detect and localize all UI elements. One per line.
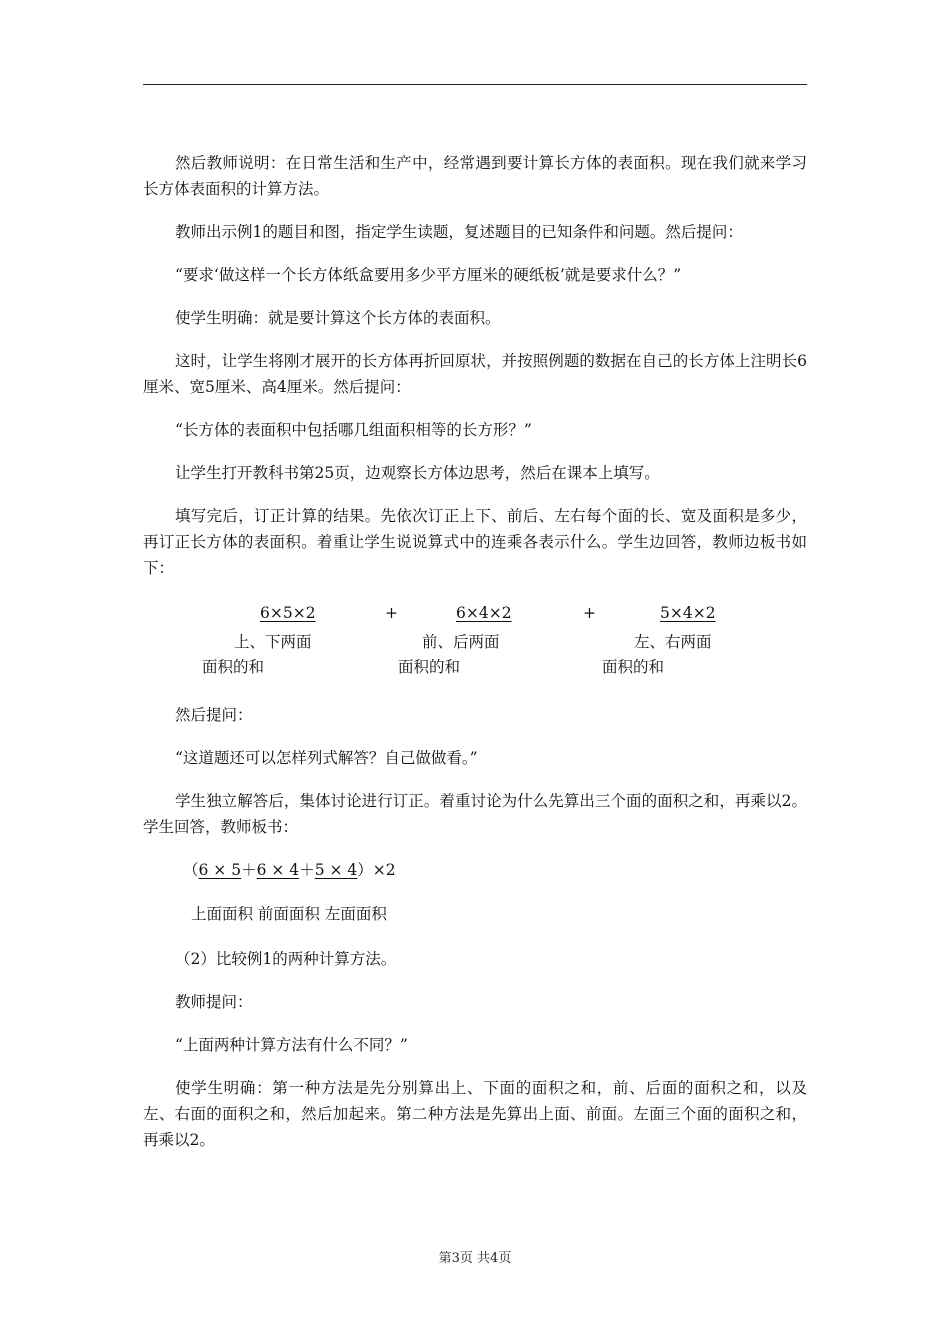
board-plus-1: + [385,604,398,622]
paragraph: 教师提问： [175,993,253,1011]
board-formula [143,857,807,883]
board-label-3-line1: 左、右两面 [634,633,712,651]
paragraph: 教师出示例1的题目和图，指定学生读题，复述题目的已知条件和问题。然后提问： [175,223,743,241]
paragraph: （2）比较例1的两种计算方法。 [175,950,397,968]
paragraph: 然后教师说明：在日常生活和生产中，经常遇到要计算长方体的表面积。现在我们就来学习长方体表面积的计算方法。 [143,154,807,198]
header-rule [143,84,807,85]
board-expression-3: 5×4×2 [660,604,716,622]
quote-paragraph: “要求‘做这样一个长方体纸盒要用多少平方厘米的硬纸板’就是要求什么？” [175,266,682,284]
board-expression-1: 6×5×2 [260,604,316,622]
formula-open: （ [183,861,199,879]
quote-paragraph: “上面两种计算方法有什么不同？” [175,1036,408,1054]
formula-op-2: ＋ [299,861,315,879]
board-expression-2: 6×4×2 [456,604,512,622]
formula-op-1: ＋ [241,861,257,879]
paragraph: 使学生明确：第一种方法是先分别算出上、下面的面积之和，前、后面的面积之和，以及左、右面的面积之和，然后加起来。第二种方法是先算出上面、前面。左面三个面的面积之和，再乘以2。 [143,1079,807,1149]
board-label-1-line2: 面积的和 [202,658,265,676]
quote-paragraph: “长方体的表面积中包括哪几组面积相等的长方形？” [175,421,532,439]
page-footer: 第3页 共4页 [438,1251,512,1266]
paragraph: 然后提问： [175,706,253,724]
formula-close: ）×2 [357,861,396,879]
formula-term-2: 6 × 4 [256,861,300,879]
board-label-1-line1: 上、下两面 [234,633,312,651]
formula-term-3: 5 × 4 [314,861,358,879]
board-label-2-line1: 前、后两面 [422,633,500,651]
formula-term-1: 6 × 5 [198,861,242,879]
paragraph: 填写完后，订正计算的结果。先依次订正上下、前后、左右每个面的长、宽及面积是多少，再订正长方体的表面积。着重让学生说说算式中的连乘各表示什么。学生边回答，教师边板书如下： [143,507,807,577]
board-plus-2: + [583,604,596,622]
quote-paragraph: “这道题还可以怎样列式解答？自己做做看。” [175,749,478,767]
board-label-3-line2: 面积的和 [602,658,665,676]
paragraph: 这时，让学生将刚才展开的长方体再折回原状，并按照例题的数据在自己的长方体上注明长6厘米、宽5厘米、高4厘米。然后提问： [143,352,807,396]
document-body [143,150,807,1170]
formula-labels: 上面面积 前面面积 左面面积 [191,905,387,923]
paragraph: 让学生打开教科书第25页，边观察长方体边思考，然后在课本上填写。 [175,464,660,482]
blackboard-expression [143,598,807,680]
board-label-2-line2: 面积的和 [398,658,461,676]
paragraph: 使学生明确：就是要计算这个长方体的表面积。 [175,309,501,327]
paragraph: 学生独立解答后，集体讨论进行订正。着重讨论为什么先算出三个面的面积之和，再乘以2。学生回答，教师板书： [143,792,807,836]
